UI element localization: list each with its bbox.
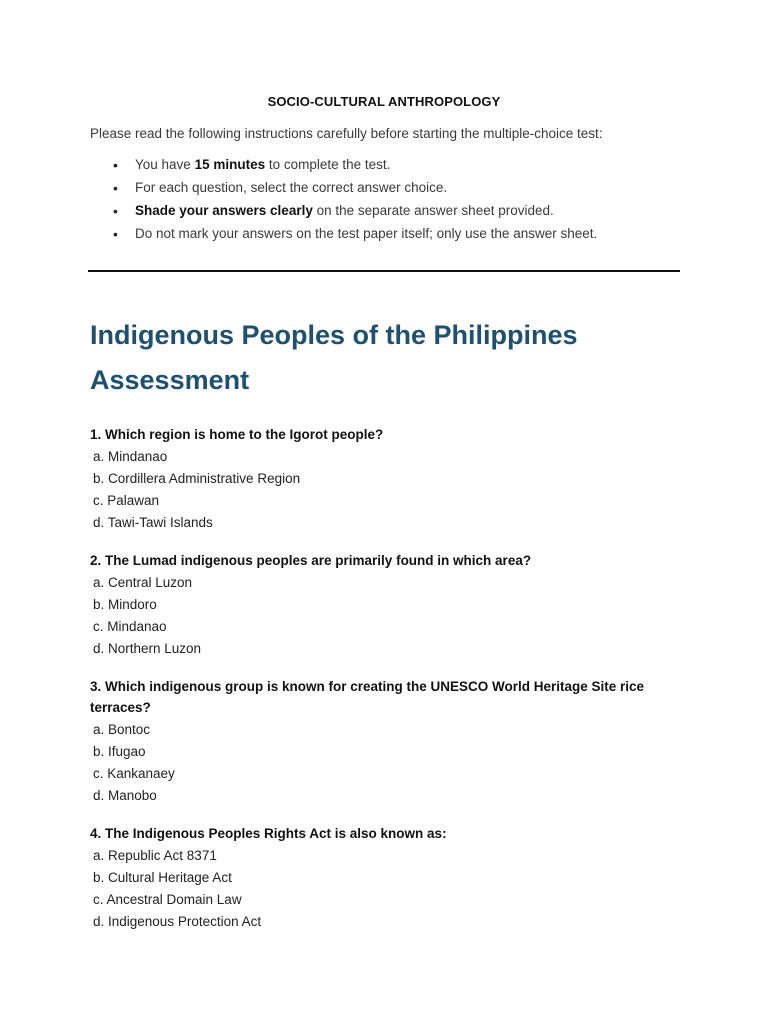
answer-option: a. Republic Act 8371 [93, 848, 217, 863]
answer-option: c. Palawan [93, 493, 160, 508]
instruction-item: • You have 15 minutes to complete the test. [113, 157, 391, 173]
answer-option: c. Kankanaey [93, 766, 175, 781]
question-text: 2. The Lumad indigenous peoples are primarily found in which area? [90, 553, 532, 568]
document-title: SOCIO-CULTURAL ANTHROPOLOGY [267, 94, 501, 109]
answer-option: a. Central Luzon [93, 575, 193, 590]
answer-option: c. Ancestral Domain Law [93, 892, 242, 907]
question-3 [90, 676, 680, 807]
bullet-icon: • [113, 180, 118, 196]
bullet-icon: • [113, 157, 118, 173]
question-1 [90, 424, 680, 534]
answer-option: b. Mindoro [93, 597, 157, 612]
document-page [90, 0, 680, 1024]
answer-option: a. Bontoc [93, 722, 151, 737]
instructions-intro: Please read the following instructions carefully before starting the multiple-choice test: [90, 126, 603, 141]
answer-option: b. Cordillera Administrative Region [93, 471, 301, 486]
question-2 [90, 550, 680, 660]
horizontal-divider [88, 270, 680, 272]
instruction-item: • Do not mark your answers on the test paper itself; only use the answer sheet. [113, 226, 598, 242]
instructions-list [90, 156, 597, 248]
answer-option: d. Indigenous Protection Act [93, 914, 262, 929]
heading-line-1: Indigenous Peoples of the Philippines [90, 320, 578, 350]
bullet-icon: • [113, 203, 118, 219]
question-4 [90, 823, 680, 933]
answer-option: a. Mindanao [93, 449, 168, 464]
answer-option: d. Tawi-Tawi Islands [93, 515, 213, 530]
answer-option: d. Manobo [93, 788, 157, 803]
assessment-heading [90, 313, 680, 403]
question-text: 3. Which indigenous group is known for creating the UNESCO World Heritage Site rice terraces? [90, 679, 645, 715]
instruction-item: • For each question, select the correct answer choice. [113, 180, 448, 196]
question-text: 4. The Indigenous Peoples Rights Act is also known as: [90, 826, 447, 841]
heading-line-2: Assessment [90, 365, 250, 395]
answer-option: b. Cultural Heritage Act [93, 870, 232, 885]
answer-option: b. Ifugao [93, 744, 146, 759]
questions-list [90, 424, 680, 949]
answer-option: d. Northern Luzon [93, 641, 202, 656]
bullet-icon: • [113, 226, 118, 242]
answer-option: c. Mindanao [93, 619, 167, 634]
instruction-item: • Shade your answers clearly on the separate answer sheet provided. [113, 203, 554, 219]
question-text: 1. Which region is home to the Igorot people? [90, 427, 384, 442]
